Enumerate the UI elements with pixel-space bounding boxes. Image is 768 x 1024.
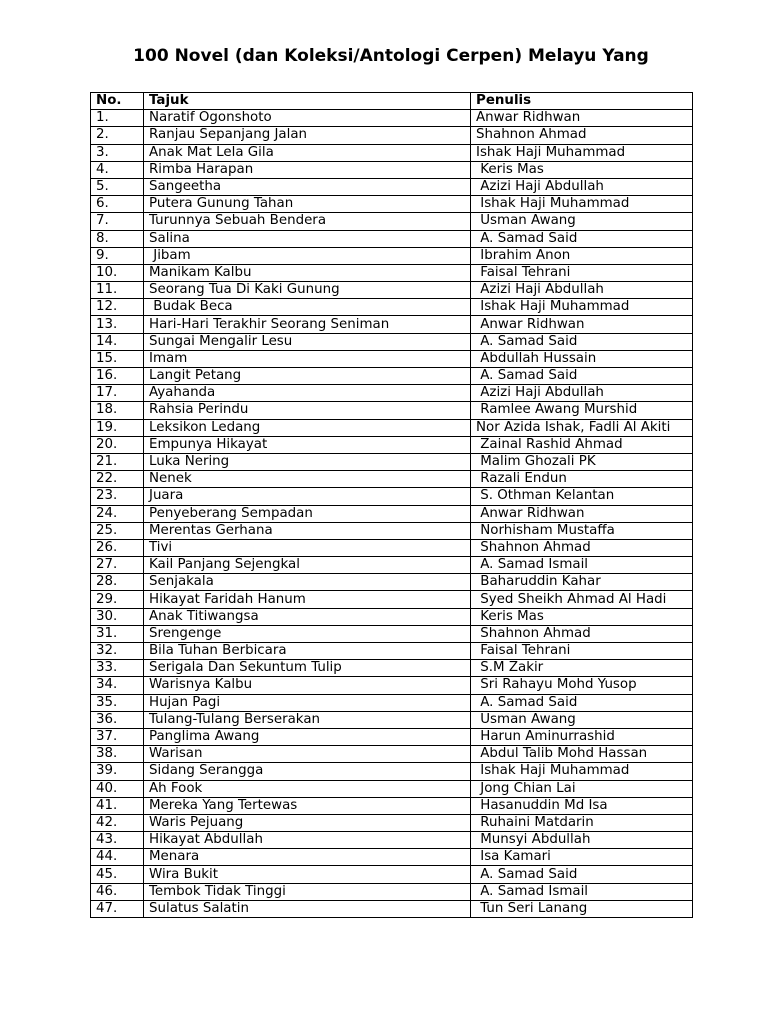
cell-no: 27.: [91, 557, 144, 574]
cell-penulis: Usman Awang: [471, 213, 693, 230]
cell-no: 4.: [91, 161, 144, 178]
cell-no: 11.: [91, 282, 144, 299]
cell-no: 42.: [91, 814, 144, 831]
cell-no: 30.: [91, 608, 144, 625]
column-header-penulis: Penulis: [471, 93, 693, 110]
cell-no: 13.: [91, 316, 144, 333]
table-row: [91, 264, 693, 281]
cell-tajuk: Sangeetha: [144, 178, 471, 195]
table-row: [91, 419, 693, 436]
cell-tajuk: Turunnya Sebuah Bendera: [144, 213, 471, 230]
cell-penulis: Anwar Ridhwan: [471, 316, 693, 333]
cell-no: 33.: [91, 660, 144, 677]
cell-tajuk: Anak Titiwangsa: [144, 608, 471, 625]
cell-penulis: Faisal Tehrani: [471, 643, 693, 660]
cell-tajuk: Wira Bukit: [144, 866, 471, 883]
cell-penulis: Faisal Tehrani: [471, 264, 693, 281]
cell-no: 7.: [91, 213, 144, 230]
cell-no: 44.: [91, 849, 144, 866]
cell-no: 47.: [91, 900, 144, 917]
page-title: 100 Novel (dan Koleksi/Antologi Cerpen) Melayu Yang: [133, 46, 649, 66]
table-row: [91, 900, 693, 917]
cell-tajuk: Ah Fook: [144, 780, 471, 797]
table-row: [91, 625, 693, 642]
table-row: [91, 643, 693, 660]
table-row: [91, 453, 693, 470]
cell-tajuk: Panglima Awang: [144, 728, 471, 745]
cell-tajuk: Mereka Yang Tertewas: [144, 797, 471, 814]
cell-no: 35.: [91, 694, 144, 711]
cell-penulis: Anwar Ridhwan: [471, 110, 693, 127]
table-row: [91, 557, 693, 574]
cell-tajuk: Rahsia Perindu: [144, 402, 471, 419]
cell-no: 12.: [91, 299, 144, 316]
cell-no: 1.: [91, 110, 144, 127]
cell-penulis: Ishak Haji Muhammad: [471, 763, 693, 780]
table-row: [91, 161, 693, 178]
table-row: [91, 402, 693, 419]
table-row: [91, 866, 693, 883]
cell-tajuk: Hikayat Abdullah: [144, 832, 471, 849]
cell-penulis: Azizi Haji Abdullah: [471, 282, 693, 299]
cell-tajuk: Penyeberang Sempadan: [144, 505, 471, 522]
table-row: [91, 814, 693, 831]
table-row: [91, 471, 693, 488]
table-row: [91, 883, 693, 900]
cell-penulis: Abdullah Hussain: [471, 350, 693, 367]
table-header-row: [91, 93, 693, 110]
cell-penulis: Abdul Talib Mohd Hassan: [471, 746, 693, 763]
cell-no: 39.: [91, 763, 144, 780]
cell-tajuk: Luka Nering: [144, 453, 471, 470]
cell-penulis: Ramlee Awang Murshid: [471, 402, 693, 419]
cell-tajuk: Hikayat Faridah Hanum: [144, 591, 471, 608]
cell-no: 40.: [91, 780, 144, 797]
cell-penulis: A. Samad Said: [471, 230, 693, 247]
cell-tajuk: Leksikon Ledang: [144, 419, 471, 436]
table-row: [91, 746, 693, 763]
cell-penulis: A. Samad Said: [471, 866, 693, 883]
table-row: [91, 436, 693, 453]
table-row: [91, 282, 693, 299]
table-row: [91, 196, 693, 213]
table-row: [91, 728, 693, 745]
cell-tajuk: Naratif Ogonshoto: [144, 110, 471, 127]
table-row: [91, 247, 693, 264]
cell-penulis: S. Othman Kelantan: [471, 488, 693, 505]
cell-tajuk: Tulang-Tulang Berserakan: [144, 711, 471, 728]
cell-tajuk: Sidang Serangga: [144, 763, 471, 780]
table-row: [91, 385, 693, 402]
cell-penulis: Ishak Haji Muhammad: [471, 196, 693, 213]
cell-no: 29.: [91, 591, 144, 608]
table-row: [91, 505, 693, 522]
table-row: [91, 677, 693, 694]
cell-tajuk: Serigala Dan Sekuntum Tulip: [144, 660, 471, 677]
cell-no: 19.: [91, 419, 144, 436]
cell-no: 41.: [91, 797, 144, 814]
cell-no: 21.: [91, 453, 144, 470]
cell-tajuk: Hari-Hari Terakhir Seorang Seniman: [144, 316, 471, 333]
table-row: [91, 333, 693, 350]
cell-no: 9.: [91, 247, 144, 264]
table-row: [91, 694, 693, 711]
cell-tajuk: Nenek: [144, 471, 471, 488]
table-row: [91, 832, 693, 849]
cell-no: 26.: [91, 539, 144, 556]
cell-penulis: Malim Ghozali PK: [471, 453, 693, 470]
cell-no: 14.: [91, 333, 144, 350]
cell-tajuk: Budak Beca: [144, 299, 471, 316]
table-row: [91, 797, 693, 814]
cell-penulis: Baharuddin Kahar: [471, 574, 693, 591]
cell-penulis: Harun Aminurrashid: [471, 728, 693, 745]
cell-tajuk: Seorang Tua Di Kaki Gunung: [144, 282, 471, 299]
cell-no: 24.: [91, 505, 144, 522]
cell-no: 16.: [91, 368, 144, 385]
cell-no: 36.: [91, 711, 144, 728]
cell-penulis: Norhisham Mustaffa: [471, 522, 693, 539]
novel-table: [90, 92, 693, 918]
table-row: [91, 316, 693, 333]
cell-tajuk: Menara: [144, 849, 471, 866]
cell-tajuk: Juara: [144, 488, 471, 505]
cell-no: 15.: [91, 350, 144, 367]
cell-no: 3.: [91, 144, 144, 161]
cell-no: 5.: [91, 178, 144, 195]
cell-penulis: Ruhaini Matdarin: [471, 814, 693, 831]
table-row: [91, 849, 693, 866]
cell-tajuk: Ayahanda: [144, 385, 471, 402]
cell-penulis: Usman Awang: [471, 711, 693, 728]
cell-penulis: Shahnon Ahmad: [471, 127, 693, 144]
cell-penulis: Razali Endun: [471, 471, 693, 488]
cell-tajuk: Manikam Kalbu: [144, 264, 471, 281]
cell-tajuk: Tembok Tidak Tinggi: [144, 883, 471, 900]
table-row: [91, 763, 693, 780]
cell-penulis: Tun Seri Lanang: [471, 900, 693, 917]
table-row: [91, 574, 693, 591]
cell-no: 8.: [91, 230, 144, 247]
cell-tajuk: Empunya Hikayat: [144, 436, 471, 453]
cell-no: 18.: [91, 402, 144, 419]
cell-penulis: Keris Mas: [471, 608, 693, 625]
cell-penulis: Munsyi Abdullah: [471, 832, 693, 849]
cell-penulis: Zainal Rashid Ahmad: [471, 436, 693, 453]
cell-tajuk: Salina: [144, 230, 471, 247]
cell-no: 43.: [91, 832, 144, 849]
table-row: [91, 144, 693, 161]
table-row: [91, 711, 693, 728]
column-header-no: No.: [91, 93, 144, 110]
cell-penulis: Azizi Haji Abdullah: [471, 385, 693, 402]
cell-tajuk: Tivi: [144, 539, 471, 556]
cell-no: 22.: [91, 471, 144, 488]
cell-penulis: Sri Rahayu Mohd Yusop: [471, 677, 693, 694]
cell-no: 17.: [91, 385, 144, 402]
cell-penulis: A. Samad Ismail: [471, 883, 693, 900]
cell-no: 10.: [91, 264, 144, 281]
cell-no: 46.: [91, 883, 144, 900]
cell-penulis: A. Samad Said: [471, 333, 693, 350]
table-row: [91, 230, 693, 247]
cell-tajuk: Hujan Pagi: [144, 694, 471, 711]
table-row: [91, 127, 693, 144]
cell-penulis: A. Samad Ismail: [471, 557, 693, 574]
table-row: [91, 488, 693, 505]
cell-no: 34.: [91, 677, 144, 694]
cell-no: 20.: [91, 436, 144, 453]
cell-tajuk: Jibam: [144, 247, 471, 264]
cell-penulis: Ibrahim Anon: [471, 247, 693, 264]
cell-no: 28.: [91, 574, 144, 591]
cell-penulis: Keris Mas: [471, 161, 693, 178]
table-row: [91, 368, 693, 385]
cell-no: 25.: [91, 522, 144, 539]
cell-no: 45.: [91, 866, 144, 883]
cell-no: 31.: [91, 625, 144, 642]
cell-no: 38.: [91, 746, 144, 763]
column-header-tajuk: Tajuk: [144, 93, 471, 110]
cell-no: 32.: [91, 643, 144, 660]
cell-tajuk: Imam: [144, 350, 471, 367]
cell-tajuk: Bila Tuhan Berbicara: [144, 643, 471, 660]
cell-penulis: A. Samad Said: [471, 694, 693, 711]
table-row: [91, 539, 693, 556]
table-row: [91, 350, 693, 367]
cell-penulis: Nor Azida Ishak, Fadli Al Akiti: [471, 419, 693, 436]
table-row: [91, 660, 693, 677]
cell-tajuk: Senjakala: [144, 574, 471, 591]
cell-tajuk: Putera Gunung Tahan: [144, 196, 471, 213]
cell-tajuk: Rimba Harapan: [144, 161, 471, 178]
cell-tajuk: Ranjau Sepanjang Jalan: [144, 127, 471, 144]
cell-penulis: Jong Chian Lai: [471, 780, 693, 797]
cell-tajuk: Merentas Gerhana: [144, 522, 471, 539]
table-row: [91, 213, 693, 230]
cell-penulis: Shahnon Ahmad: [471, 625, 693, 642]
cell-penulis: Ishak Haji Muhammad: [471, 299, 693, 316]
cell-tajuk: Kail Panjang Sejengkal: [144, 557, 471, 574]
table-row: [91, 522, 693, 539]
cell-no: 37.: [91, 728, 144, 745]
cell-penulis: Isa Kamari: [471, 849, 693, 866]
table-row: [91, 299, 693, 316]
table-row: [91, 110, 693, 127]
cell-penulis: A. Samad Said: [471, 368, 693, 385]
table-row: [91, 178, 693, 195]
cell-no: 23.: [91, 488, 144, 505]
table-row: [91, 780, 693, 797]
cell-tajuk: Waris Pejuang: [144, 814, 471, 831]
table-body: [91, 110, 693, 918]
cell-penulis: Anwar Ridhwan: [471, 505, 693, 522]
cell-tajuk: Warisan: [144, 746, 471, 763]
cell-tajuk: Warisnya Kalbu: [144, 677, 471, 694]
cell-no: 6.: [91, 196, 144, 213]
cell-penulis: Azizi Haji Abdullah: [471, 178, 693, 195]
cell-penulis: Syed Sheikh Ahmad Al Hadi: [471, 591, 693, 608]
cell-tajuk: Srengenge: [144, 625, 471, 642]
cell-tajuk: Anak Mat Lela Gila: [144, 144, 471, 161]
cell-no: 2.: [91, 127, 144, 144]
cell-penulis: Shahnon Ahmad: [471, 539, 693, 556]
cell-tajuk: Sungai Mengalir Lesu: [144, 333, 471, 350]
cell-penulis: Ishak Haji Muhammad: [471, 144, 693, 161]
table-row: [91, 591, 693, 608]
table-row: [91, 608, 693, 625]
cell-penulis: Hasanuddin Md Isa: [471, 797, 693, 814]
cell-tajuk: Sulatus Salatin: [144, 900, 471, 917]
cell-penulis: S.M Zakir: [471, 660, 693, 677]
cell-tajuk: Langit Petang: [144, 368, 471, 385]
